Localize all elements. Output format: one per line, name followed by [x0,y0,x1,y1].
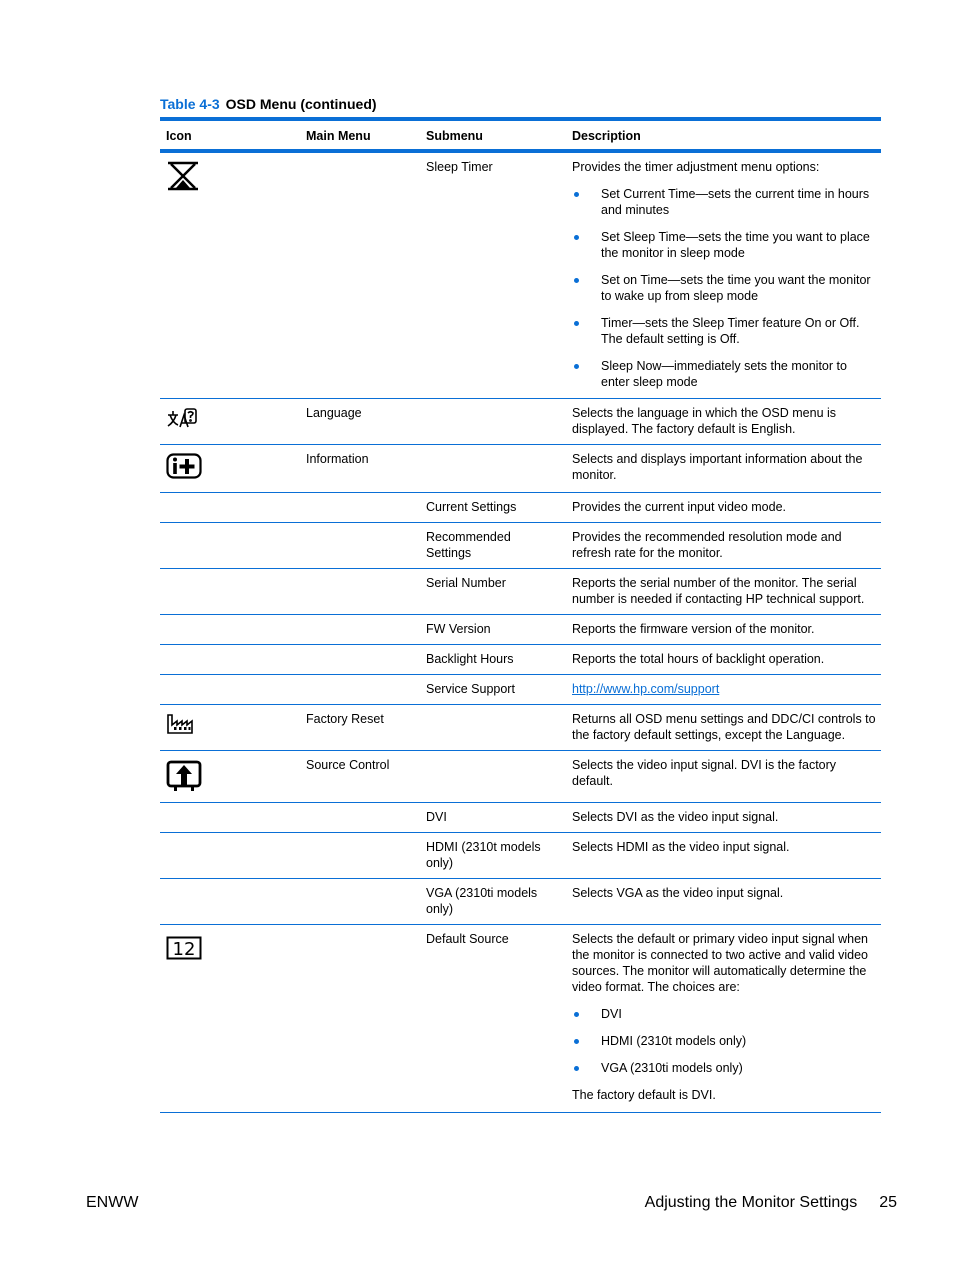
language-icon [166,407,198,431]
desc-service-support [572,681,878,697]
row-default-source [160,925,881,1113]
sleep-bullet: Set on Time—sets the time you want the monitor to wake up from sleep mode [572,272,878,304]
default-source-icon [166,936,202,960]
sleep-bullet: Set Current Time—sets the current time in hours and minutes [572,186,878,218]
footer-right [645,1194,897,1212]
desc-serial-number: Reports the serial number of the monitor. The serial number is needed if contacting HP technical support. [572,576,865,606]
source-control-icon [166,760,202,792]
table-header [160,117,881,153]
osd-menu-table [160,117,881,1113]
submenu-fw-version: FW Version [426,622,491,636]
submenu-hdmi: HDMI (2310t models only) [426,840,541,870]
main-factory-reset: Factory Reset [306,712,384,726]
col-description: Description [572,129,641,143]
submenu-serial-number: Serial Number [426,576,506,590]
col-main-menu: Main Menu [306,129,371,143]
desc-recommended-settings: Provides the recommended resolution mode and refresh rate for the monitor. [572,530,842,560]
desc-language: Selects the language in which the OSD menu is displayed. The factory default is English. [572,406,837,436]
main-language: Language [306,406,362,420]
table-title: OSD Menu (continued) [225,96,377,112]
row-backlight-hours [160,645,881,675]
table-caption [160,96,377,112]
row-vga [160,879,881,925]
default-source-intro: Selects the default or primary video input signal when the monitor is connected to two active and valid video sources. The monitor will automatically determine the video format. The choices are: [572,932,869,994]
submenu-current-settings: Current Settings [426,500,517,514]
main-information: Information [306,452,369,466]
row-factory-reset [160,705,881,751]
sleep-bullet: Timer—sets the Sleep Timer feature On or Off. The default setting is Off. [572,315,878,347]
footer-left: ENWW [86,1194,139,1211]
factory-icon [166,713,196,735]
desc-factory-reset: Returns all OSD menu settings and DDC/CI controls to the factory default settings, except the Language. [572,712,876,742]
row-language [160,399,881,445]
default-source-outro: The factory default is DVI. [572,1088,716,1102]
submenu-backlight-hours: Backlight Hours [426,652,514,666]
col-icon: Icon [166,129,192,143]
desc-dvi: Selects DVI as the video input signal. [572,810,779,824]
sleep-bullet: Set Sleep Time—sets the time you want to place the monitor in sleep mode [572,229,878,261]
default-source-bullet: DVI [572,1006,878,1022]
table-number: Table 4-3 [160,96,220,112]
desc-source-control: Selects the video input signal. DVI is the factory default. [572,758,837,788]
submenu-sleep-timer: Sleep Timer [426,160,493,174]
sleep-intro: Provides the timer adjustment menu options: [572,160,820,174]
desc-information: Selects and displays important information about the monitor. [572,452,863,482]
submenu-service-support: Service Support [426,682,515,696]
desc-default-source [572,931,878,1103]
row-sleep-timer [160,153,881,399]
page-number: 25 [879,1194,897,1211]
desc-fw-version: Reports the firmware version of the monitor. [572,622,815,636]
submenu-default-source: Default Source [426,932,509,946]
row-fw-version [160,615,881,645]
desc-hdmi: Selects HDMI as the video input signal. [572,840,790,854]
submenu-dvi: DVI [426,810,447,824]
submenu-vga: VGA (2310ti models only) [426,886,538,916]
row-serial-number [160,569,881,615]
row-recommended-settings [160,523,881,569]
default-source-bullet: HDMI (2310t models only) [572,1033,878,1049]
row-hdmi [160,833,881,879]
row-source-control [160,751,881,803]
col-submenu: Submenu [426,129,483,143]
desc-sleep-timer [572,159,878,390]
sleep-bullet: Sleep Now—immediately sets the monitor to enter sleep mode [572,358,878,390]
row-current-settings [160,493,881,523]
default-source-bullet: VGA (2310ti models only) [572,1060,878,1076]
hp-support-link[interactable]: http://www.hp.com/support [572,682,720,696]
desc-vga: Selects VGA as the video input signal. [572,886,784,900]
submenu-recommended-settings: Recommended Settings [426,530,511,560]
row-information [160,445,881,493]
main-source-control: Source Control [306,758,390,772]
desc-current-settings: Provides the current input video mode. [572,500,787,514]
row-dvi [160,803,881,833]
hourglass-icon [166,161,200,191]
default-source-icon-digits: 12 [172,939,196,960]
row-service-support [160,675,881,705]
information-icon [166,453,202,479]
footer-section-title: Adjusting the Monitor Settings [644,1194,858,1211]
desc-backlight-hours: Reports the total hours of backlight operation. [572,652,825,666]
